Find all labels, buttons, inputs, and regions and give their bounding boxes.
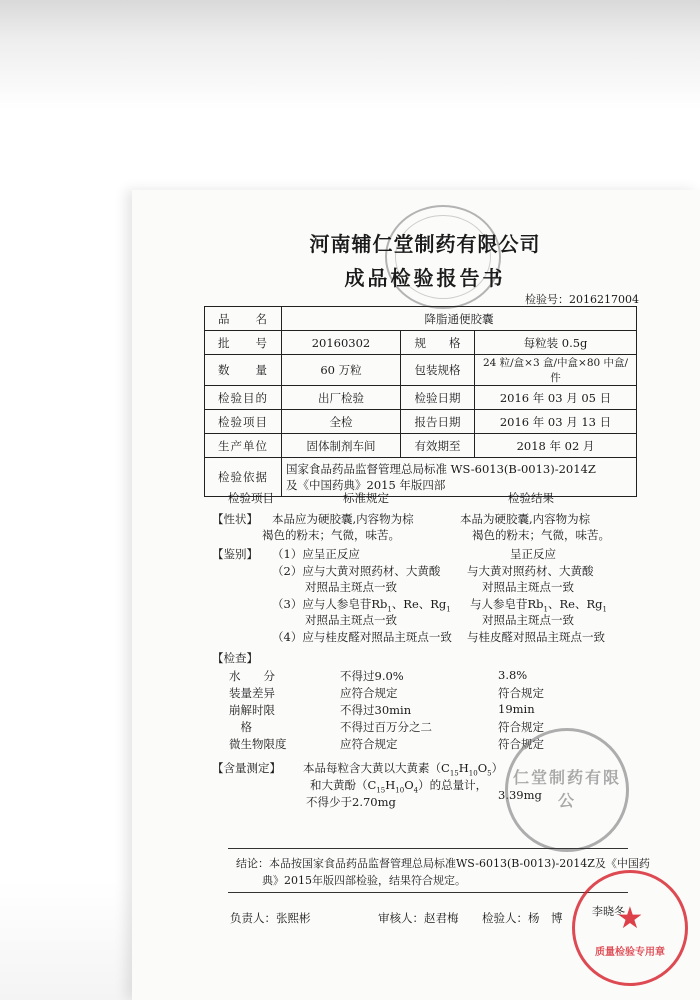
insp-date-label: 检验日期 <box>401 386 475 410</box>
assay-line-1 <box>303 760 503 777</box>
pack-value: 24 粒/盒×3 盒/中盒×80 中盒/件 <box>475 355 637 386</box>
check-item: 装量差异 <box>229 686 275 700</box>
ident-std-1: （1）应呈正反应 <box>272 547 360 561</box>
identification-label: 【鉴别】 <box>212 547 258 561</box>
assay-line-1-pre: 本品每粒含大黄以大黄素（C <box>303 761 450 775</box>
check-result: 19min <box>498 702 535 716</box>
inspector: 检验人：杨 博 <box>482 911 563 925</box>
assay-line-1-s2: 10 <box>468 769 478 778</box>
assay-line-2 <box>310 777 487 794</box>
purpose-label: 检验目的 <box>205 386 282 410</box>
conclusion-line-1: 结论：本品按国家食品药品监督管理总局标准WS-6013(B-0013)-2014Z及《中国药 <box>236 857 650 870</box>
check-standard: 不得过百万分之二 <box>340 720 432 734</box>
ident-std-3-pre: （3）应与人参皂苷Rb <box>272 597 388 611</box>
report-date-label: 报告日期 <box>401 410 475 434</box>
check-result: 符合规定 <box>498 737 544 751</box>
batch-label: 批 号 <box>205 331 282 355</box>
unit-label: 生产单位 <box>205 434 282 458</box>
basis-line-1: 国家食品药品监督管理总局标准 WS-6013(B-0013)-2014Z <box>286 462 596 476</box>
company-seal-text: 仁堂制药有限公 <box>512 768 621 810</box>
assay-result: 3.39mg <box>498 788 542 802</box>
check-item: 崩解时限 <box>229 703 275 717</box>
check-item: 格 <box>229 720 252 734</box>
assay-line-2-mid: H <box>385 778 396 792</box>
character-res-1: 本品为硬胶囊,内容物为棕 <box>460 512 591 526</box>
table-row <box>205 331 637 355</box>
check-result: 符合规定 <box>498 720 544 734</box>
check-result: 符合规定 <box>498 686 544 700</box>
ident-std-3-sub: 1 <box>387 605 392 614</box>
check-standard: 应符合规定 <box>340 737 398 751</box>
batch-value: 20160302 <box>282 331 401 355</box>
ident-res-4: 与桂皮醛对照品主斑点一致 <box>467 630 605 644</box>
col-header-standard: 标准规定 <box>343 491 389 505</box>
assay-line-2-s1: 15 <box>376 786 386 795</box>
company-seal <box>505 728 629 852</box>
basis-label: 检验依据 <box>205 458 282 497</box>
checks-label: 【检查】 <box>212 651 258 665</box>
inspection-number: 检验号：2016217004 <box>525 293 639 306</box>
ident-std-3b: 对照品主斑点一致 <box>305 613 397 627</box>
assay-line-2-post: ）的总量计， <box>418 778 488 792</box>
ident-std-2b: 对照品主斑点一致 <box>305 580 397 594</box>
character-label: 【性状】 <box>212 512 258 526</box>
reviewer: 审核人：赵君梅 <box>378 911 459 925</box>
table-row <box>205 434 637 458</box>
divider <box>228 892 628 893</box>
character-std-1: 本品应为硬胶囊,内容物为棕 <box>272 512 414 526</box>
spec-label: 规 格 <box>401 331 475 355</box>
table-row <box>205 410 637 434</box>
purpose-value: 出厂检验 <box>282 386 401 410</box>
character-std-2: 褐色的粉末；气微，味苦。 <box>262 528 400 542</box>
spec-value: 每粒装 0.5g <box>475 331 637 355</box>
divider <box>228 848 628 849</box>
ident-res-3-post: 、Re、Rg <box>548 597 603 611</box>
check-standard: 应符合规定 <box>340 686 398 700</box>
faint-seal <box>385 205 501 309</box>
insp-date-value: 2016 年 03 月 05 日 <box>475 386 637 410</box>
assay-line-1-s1: 15 <box>449 769 459 778</box>
responsible-person: 负责人：张熙彬 <box>230 911 311 925</box>
qc-seal <box>572 870 688 986</box>
ident-std-3-sub2: 1 <box>446 605 451 614</box>
unit-value: 固体制剂车间 <box>282 434 401 458</box>
product-value: 降脂通便胶囊 <box>282 307 637 331</box>
pack-label: 包装规格 <box>401 355 475 386</box>
expiry-label: 有效期至 <box>401 434 475 458</box>
ident-res-3-pre: 与人参皂苷Rb <box>470 597 544 611</box>
col-header-result: 检验结果 <box>508 491 554 505</box>
table-row <box>205 355 637 386</box>
qty-value: 60 万粒 <box>282 355 401 386</box>
ident-res-3-sub2: 1 <box>602 605 607 614</box>
ident-std-3a <box>272 596 451 613</box>
assay-line-2-mid2: O <box>404 778 414 792</box>
table-row <box>205 307 637 331</box>
report-title: 成品检验报告书 <box>344 266 506 290</box>
check-item: 微生物限度 <box>229 737 287 751</box>
assay-line-3: 不得少于2.70mg <box>306 795 396 809</box>
ident-res-3-sub: 1 <box>543 605 548 614</box>
ident-res-3b: 对照品主斑点一致 <box>482 613 574 627</box>
ident-res-2a: 与大黄对照药材、大黄酸 <box>467 564 594 578</box>
ident-res-1: 呈正反应 <box>510 547 556 561</box>
table-row <box>205 386 637 410</box>
ident-std-4: （4）应与桂皮醛对照品主斑点一致 <box>272 630 452 644</box>
check-result: 3.8% <box>498 668 528 682</box>
ident-std-3-post: 、Re、Rg <box>391 597 447 611</box>
item-value: 全检 <box>282 410 401 434</box>
qty-label: 数 量 <box>205 355 282 386</box>
check-standard: 不得过9.0% <box>340 669 404 683</box>
report-date-value: 2016 年 03 月 13 日 <box>475 410 637 434</box>
character-res-2: 褐色的粉末；气微，味苦。 <box>472 528 610 542</box>
item-label: 检验项目 <box>205 410 282 434</box>
company-name: 河南辅仁堂制药有限公司 <box>309 232 541 256</box>
assay-line-1-mid2: O <box>477 761 488 775</box>
assay-line-1-s3: 5 <box>487 769 492 778</box>
assay-label: 【含量测定】 <box>212 761 281 775</box>
ident-res-3a <box>470 596 607 613</box>
basis-line-2: 及《中国药典》2015 年版四部 <box>286 478 446 492</box>
assay-line-2-pre: 和大黄酚（C <box>310 778 377 792</box>
star-icon: ★ <box>616 901 644 936</box>
ident-res-2b: 对照品主斑点一致 <box>482 580 574 594</box>
assay-line-1-post: ） <box>491 761 504 775</box>
assay-line-1-mid: H <box>458 761 469 775</box>
assay-line-2-s2: 10 <box>395 786 405 795</box>
info-table <box>204 306 637 497</box>
qc-seal-text: 质量检验专用章 <box>595 947 665 958</box>
assay-line-2-s3: 4 <box>413 786 419 795</box>
conclusion-line-2: 典》2015年版四部检验，结果符合规定。 <box>262 874 466 887</box>
expiry-value: 2018 年 02 月 <box>475 434 637 458</box>
inspector-2: 李晓冬 <box>592 905 625 918</box>
col-header-item: 检验项目 <box>228 491 274 505</box>
product-label: 品 名 <box>205 307 282 331</box>
check-item: 水 分 <box>229 669 275 683</box>
basis-value <box>282 458 637 497</box>
check-standard: 不得过30min <box>340 703 412 717</box>
ident-std-2a: （2）应与大黄对照药材、大黄酸 <box>272 564 441 578</box>
